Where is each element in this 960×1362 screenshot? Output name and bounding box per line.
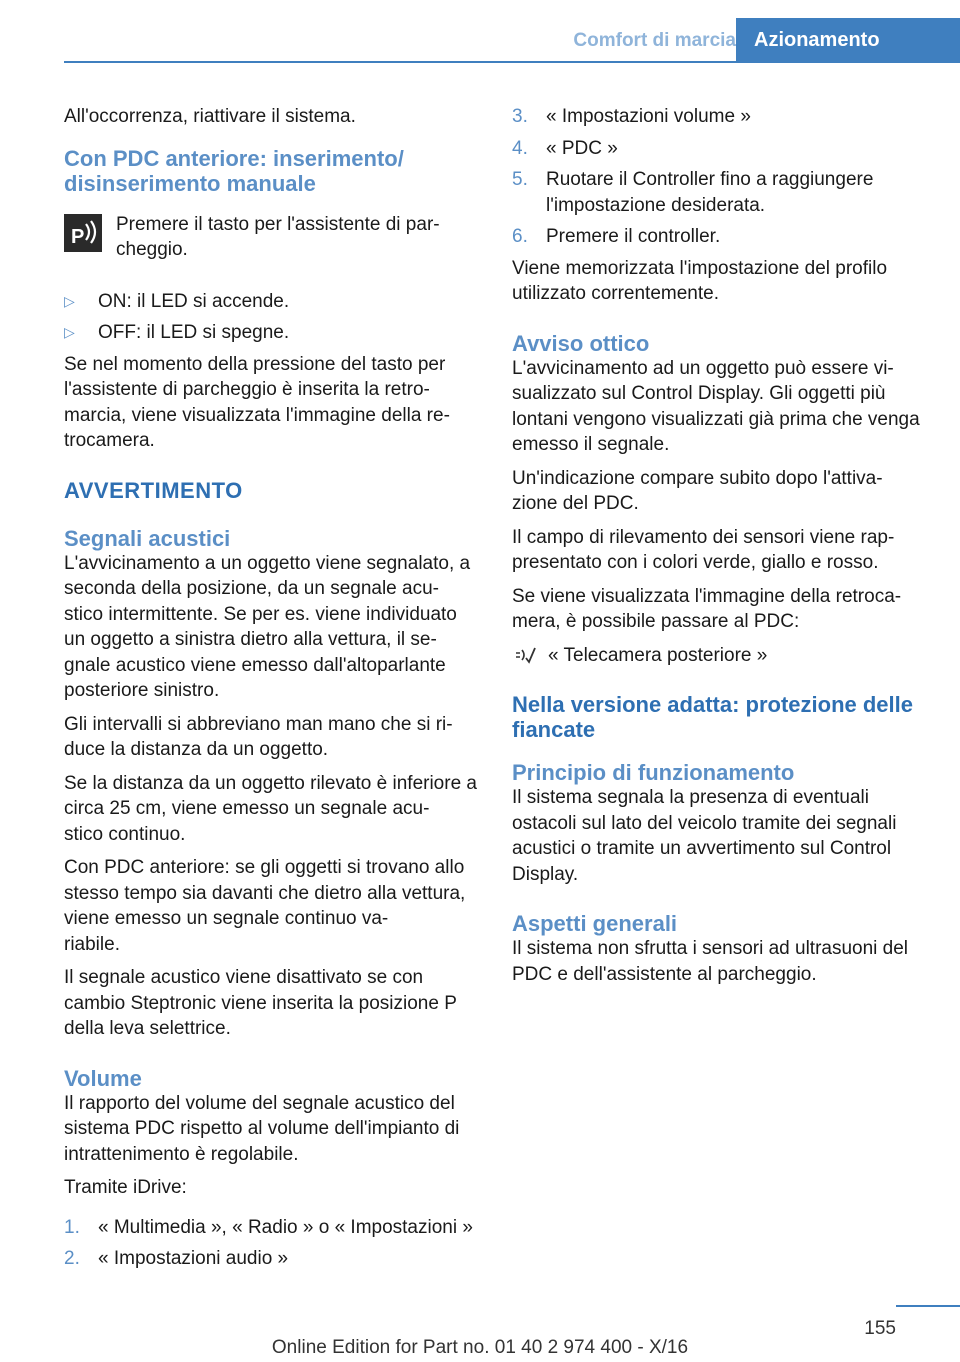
list-item: 5. Ruotare il Controller fino a raggiungere l'impostazione desiderata.: [512, 169, 874, 216]
camera-menu-item: [512, 643, 932, 669]
volume-heading: Volume: [64, 1065, 142, 1091]
signals-paragraph: Se la distanza da un oggetto rilevato è inferiore a circa 25 cm, viene emesso un segnale acu- stico continuo.: [64, 772, 477, 845]
volume-paragraph: Il rapporto del volume del segnale acustico del sistema PDC rispetto al volume dell'impianto di intrattenimento è regolabile.: [64, 1092, 460, 1165]
list-item: 3. « Impostazioni volume »: [512, 106, 751, 127]
principle-heading: Principio di funzionamento: [512, 760, 795, 785]
volume-paragraph: Tramite iDrive:: [64, 1177, 187, 1198]
page-number: 155: [864, 1318, 896, 1339]
triangle-bullet-icon: ▷: [64, 292, 75, 309]
optical-paragraph: Il campo di rilevamento dei sensori viene rap- presentato con i colori verde, giallo e rosso.: [512, 526, 895, 573]
optical-paragraph: L'avvicinamento ad un oggetto può essere vi- sualizzato sul Control Display. Gli oggetti più lontani vengono visualizzati già prima che venga emesso il segnale.: [512, 357, 920, 455]
signals-paragraph: Con PDC anteriore: se gli oggetti si trovano allo stesso tempo sia davanti che dietro alla vettura, viene emesso un segnale continuo va- riabile.: [64, 857, 466, 955]
signals-paragraph: Il segnale acustico viene disattivato se con cambio Steptronic viene inserita la posizione P della leva selettrice.: [64, 967, 457, 1039]
list-item: 1. « Multimedia », « Radio » o « Impostazioni »: [64, 1216, 473, 1238]
steps-list: [512, 104, 932, 250]
manual-heading: Con PDC anteriore: inserimento/ disinserimento manuale: [64, 145, 404, 196]
list-item: 2. « Impostazioni audio »: [64, 1248, 289, 1269]
edition-footer: Online Edition for Part no. 01 40 2 974 400 - X/16: [271, 1337, 689, 1358]
header-divider: [64, 61, 960, 63]
optical-paragraph: Se viene visualizzata l'immagine della retroca- mera, è possibile passare al PDC:: [512, 585, 902, 632]
page-header: [0, 0, 960, 62]
footer-divider: [896, 1305, 960, 1307]
intro-text: All'occorrenza, riattivare il sistema.: [64, 106, 356, 127]
profile-text: Viene memorizzata l'impostazione del profilo utilizzato correntemente.: [512, 257, 888, 304]
svg-text:P: P: [71, 225, 85, 248]
general-heading: Aspetti generali: [512, 911, 678, 936]
parking-assistant-button-icon: [64, 214, 102, 252]
reverse-text: Se nel momento della pressione del tasto per l'assistente di parcheggio è inserita la retro- marcia, viene visualizzata l'immagine della re- trocamera.: [64, 353, 450, 451]
list-item: ▷ OFF: il LED si spegne.: [64, 320, 480, 346]
optical-heading: Avviso ottico: [512, 330, 650, 356]
steps-list: [64, 1215, 480, 1272]
signals-heading: Segnali acustici: [64, 525, 231, 551]
optical-paragraph: Un'indicazione compare subito dopo l'attiva- zione del PDC.: [512, 467, 883, 514]
signals-paragraph: L'avvicinamento a un oggetto viene segnalato, a seconda della posizione, da un segnale acu- stico intermittente. Se per es. viene individuato un oggetto a sinistra dietro alla vettura, il se- gnale acustico viene emesso dall'altoparlante posteriore sinistro.: [64, 552, 471, 701]
side-protection-heading: Nella versione adatta: protezione delle fiancate: [512, 692, 914, 742]
warning-heading: AVVERTIMENTO: [64, 477, 243, 503]
triangle-bullet-icon: ▷: [64, 324, 75, 340]
list-item: 4. « PDC »: [512, 137, 618, 159]
general-paragraph: Il sistema non sfrutta i sensori ad ultrasuoni del PDC e dell'assistente al parcheggio.: [512, 938, 909, 985]
camera-label: « Telecamera posteriore »: [548, 644, 768, 666]
list-item: 6. Premere il controller.: [512, 226, 721, 247]
led-list: [64, 289, 480, 346]
signals-paragraph: Gli intervalli si abbreviano man mano che si ri- duce la distanza da un oggetto.: [64, 713, 453, 760]
left-column: [64, 104, 480, 1278]
header-section-label: Comfort di marcia: [573, 30, 736, 51]
button-instruction: [64, 212, 480, 263]
principle-paragraph: Il sistema segnala la presenza di eventuali ostacoli sul lato del veicolo tramite dei segnali acustici o tramite un avvertimento sul Control Display.: [512, 787, 897, 885]
header-chapter-tab: Azionamento: [736, 18, 960, 62]
pdc-camera-icon: [514, 644, 536, 666]
list-item: ▷ ON: il LED si accende.: [64, 289, 480, 315]
button-instruction-text: Premere il tasto per l'assistente di par- cheggio.: [116, 213, 440, 260]
right-column: [512, 104, 932, 995]
